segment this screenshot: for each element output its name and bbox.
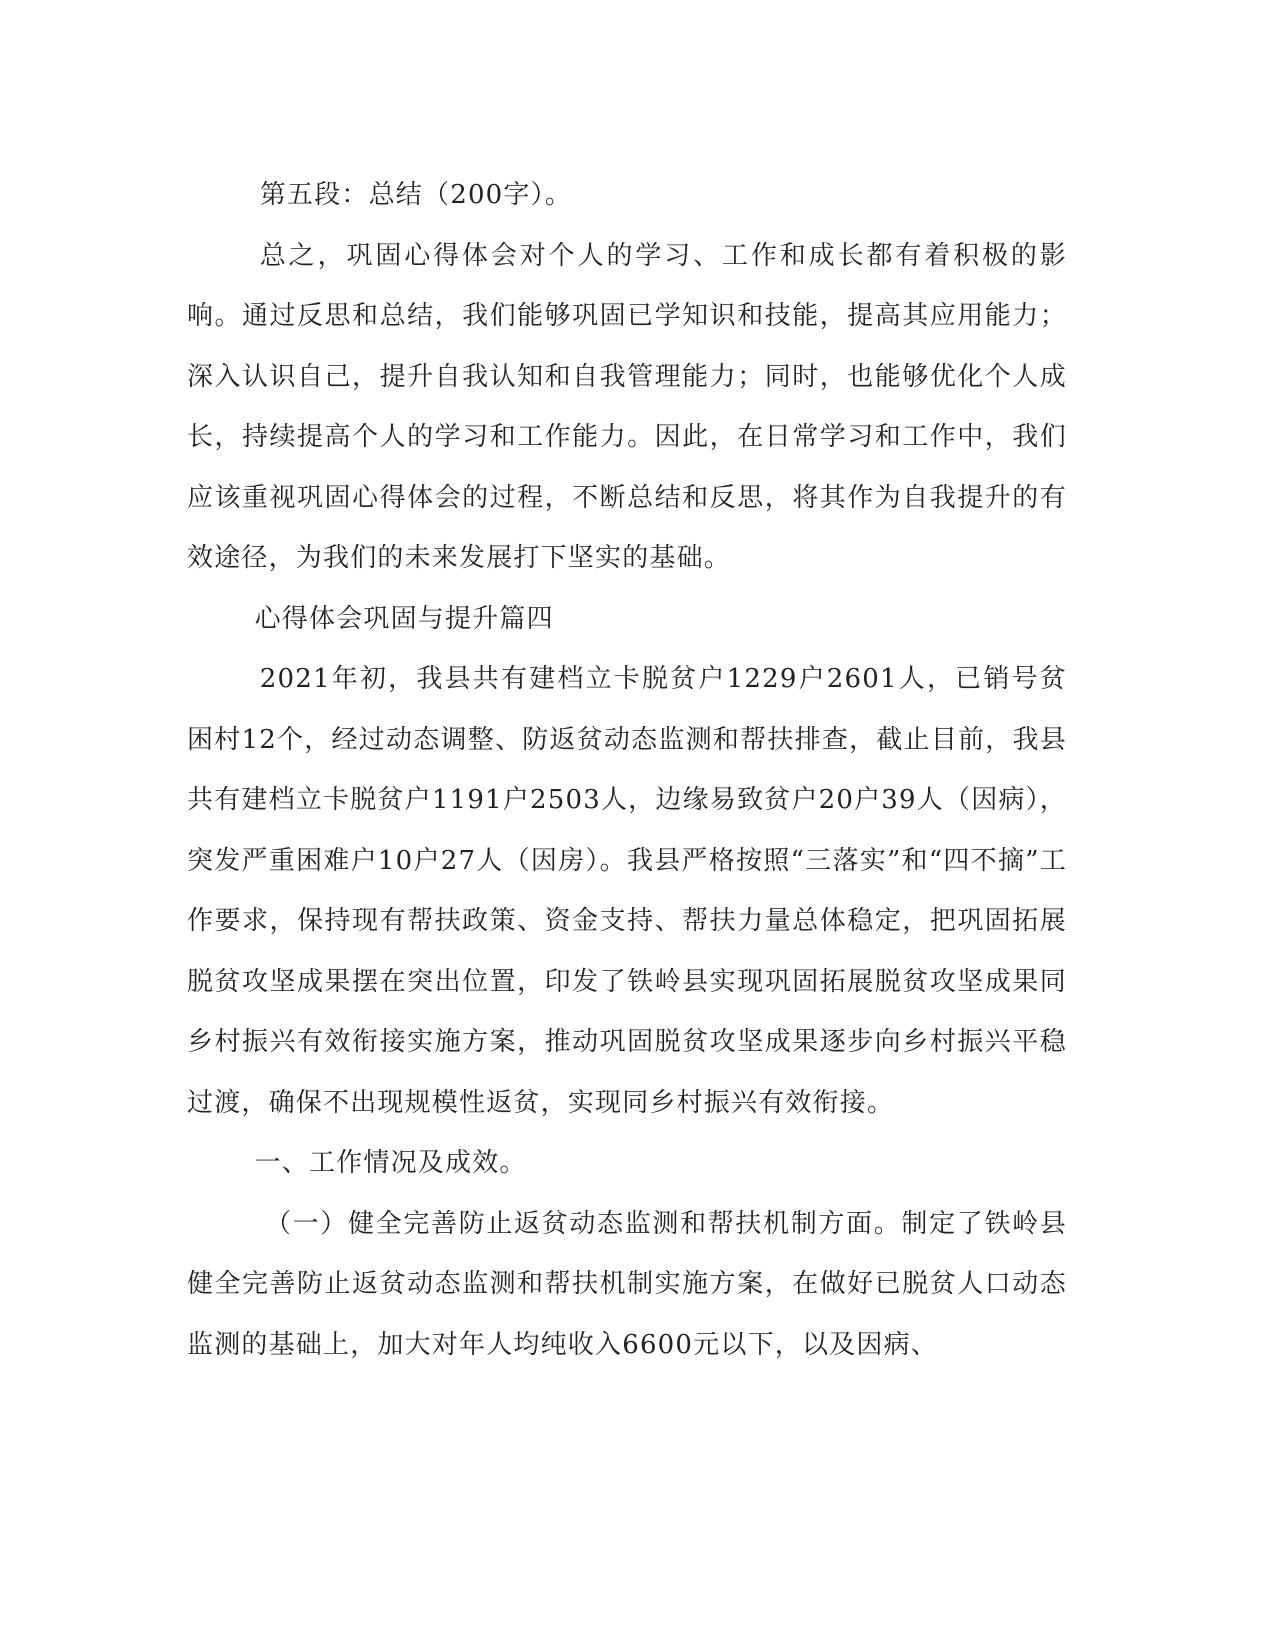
- poverty-statistics-paragraph: 2021年初，我县共有建档立卡脱贫户1229户2601人，已销号贫困村12个，经过动态调整、防返贫动态监测和帮扶排查，截止目前，我县共有建档立卡脱贫户1191户2503人，边缘易致贫户20户39人（因病），突发严重困难户10户27人（因房）。我县严格按照“三落实”和“四不摘”工作要求，保持现有帮扶政策、资金支持、帮扶力量总体稳定，把巩固拓展脱贫攻坚成果摆在突出位置，印发了铁岭县实现巩固拓展脱贫攻坚成果同乡村振兴有效衔接实施方案，推动巩固脱贫攻坚成果逐步向乡村振兴平稳过渡，确保不出现规模性返贫，实现同乡村振兴有效衔接。: [187, 664, 1067, 1118]
- section-five-heading: 第五段：总结（200字）。: [259, 180, 573, 210]
- monitoring-mechanism-paragraph: （一）健全完善防止返贫动态监测和帮扶机制方面。制定了铁岭县健全完善防止返贫动态监测和帮扶机制实施方案，在做好已脱贫人口动态监测的基础上，加大对年人均纯收入6600元以下，以及因病、: [187, 1208, 1067, 1360]
- document-body: [187, 165, 1067, 1375]
- work-status-heading: 一、工作情况及成效。: [254, 1148, 527, 1178]
- summary-paragraph: 总之，巩固心得体会对个人的学习、工作和成长都有着积极的影响。通过反思和总结，我们能够巩固已学知识和技能，提高其应用能力；深入认识自己，提升自我认知和自我管理能力；同时，也能够优化个人成长，持续提高个人的学习和工作能力。因此，在日常学习和工作中，我们应该重视巩固心得体会的过程，不断总结和反思，将其作为自我提升的有效途径，为我们的未来发展打下坚实的基础。: [187, 240, 1067, 573]
- chapter-four-title: 心得体会巩固与提升篇四: [254, 603, 554, 634]
